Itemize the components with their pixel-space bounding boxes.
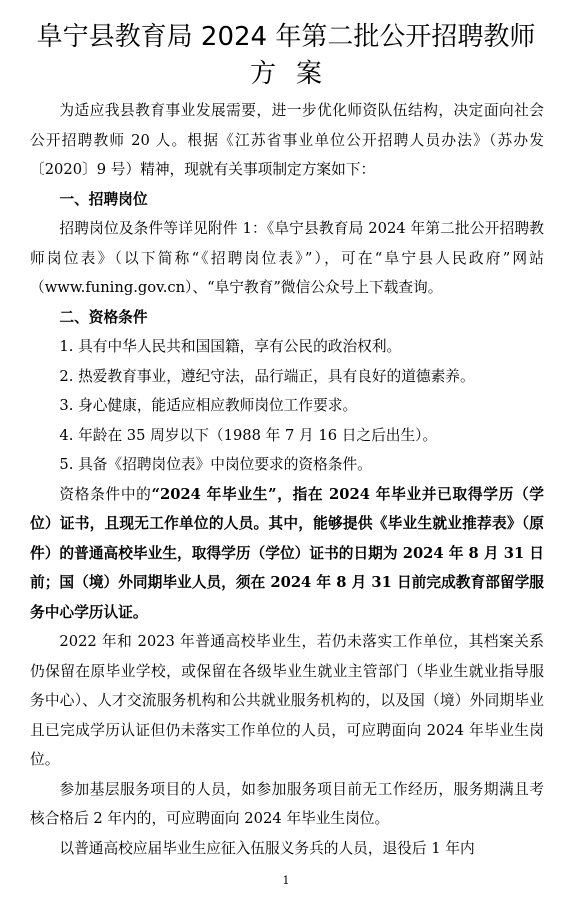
paragraph-text: 4. 年龄在 35 周岁以下（1988 年 7 月 16 日之后出生）。 [59, 426, 438, 444]
body-paragraph [30, 362, 544, 392]
paragraph-text: 一、招聘岗位 [59, 190, 148, 208]
body-paragraph [30, 627, 544, 775]
paragraph-text: 2022 年和 2023 年普通高校毕业生，若仍未落实工作单位，其档案关系仍保留在原毕业学校，或保留在各级毕业生就业主管部门（毕业生就业指导服务中心）、人才交流服务机构和公共就业服务机构的，以及国（境）外同期毕业且已完成学历认证但仍未落实工作单位的人员，可应聘面向 2024 年毕业生岗位。 [30, 633, 544, 768]
body-paragraph [30, 332, 544, 362]
paragraph-text: 5. 具备《招聘岗位表》中岗位要求的资格条件。 [59, 456, 372, 473]
paragraph-text: 资格条件中的 [59, 485, 152, 503]
document-title-line2: 方案 [249, 59, 342, 89]
body-paragraph [30, 834, 544, 864]
section-heading [30, 303, 544, 333]
body-paragraph [30, 96, 544, 185]
page-number: 1 [282, 874, 290, 887]
body-paragraph [30, 480, 544, 628]
body-paragraph [30, 450, 544, 480]
paragraph-text: 1. 具有中华人民共和国国籍，享有公民的政治权利。 [59, 338, 402, 355]
paragraph-text: 2. 热爱教育事业，遵纪守法，品行端正，具有良好的道德素养。 [59, 367, 475, 385]
paragraph-text: 为适应我县教育事业发展需要，进一步优化师资队伍结构，决定面向社会公开招聘教师 20 人。根据《江苏省事业单位公开招聘人员办法》（苏办发〔2020〕9 号）精神，现就有关事项制定方案如下： [30, 102, 544, 178]
paragraph-text: 参加基层服务项目的人员，如参加服务项目前无工作经历，服务期满且考核合格后 2 年内的，可应聘面向 2024 年毕业生岗位。 [30, 780, 544, 827]
section-heading [30, 185, 544, 215]
paragraph-text: 3. 身心健康，能适应相应教师岗位工作要求。 [59, 397, 358, 414]
body-paragraph [30, 775, 544, 834]
paragraph-text: 以普通高校应届毕业生应征入伍服义务兵的人员，退役后 1 年内 [59, 839, 475, 857]
body-paragraph [30, 214, 544, 303]
paragraph-text: 招聘岗位及条件等详见附件 1：《阜宁县教育局 2024 年第二批公开招聘教师岗位表》（以下简称“《招聘岗位表》”），可在“阜宁县人民政府”网站（www.funing.gov.cn）、“阜宁教育”微信公众号上下载查询。 [30, 220, 544, 296]
document-title-line1: 阜宁县教育局 2024 年第二批公开招聘教师 [36, 22, 536, 52]
body-paragraph [30, 391, 544, 421]
paragraph-text: “2024 年毕业生”，指在 2024 年毕业并已取得学历（学位）证书，且现无工作单位的人员。其中，能够提供《毕业生就业推荐表》（原件）的普通高校毕业生，取得学历（学位）证书的日期为 2024 年 8 月 31 日前；国（境）外同期毕业人员，须在 2024 年 8 月 31 日前完成教育部留学服务中心学历认证。 [30, 485, 544, 621]
paragraph-text: 二、资格条件 [59, 308, 148, 326]
body-paragraph [30, 421, 544, 451]
document-body [30, 96, 544, 863]
